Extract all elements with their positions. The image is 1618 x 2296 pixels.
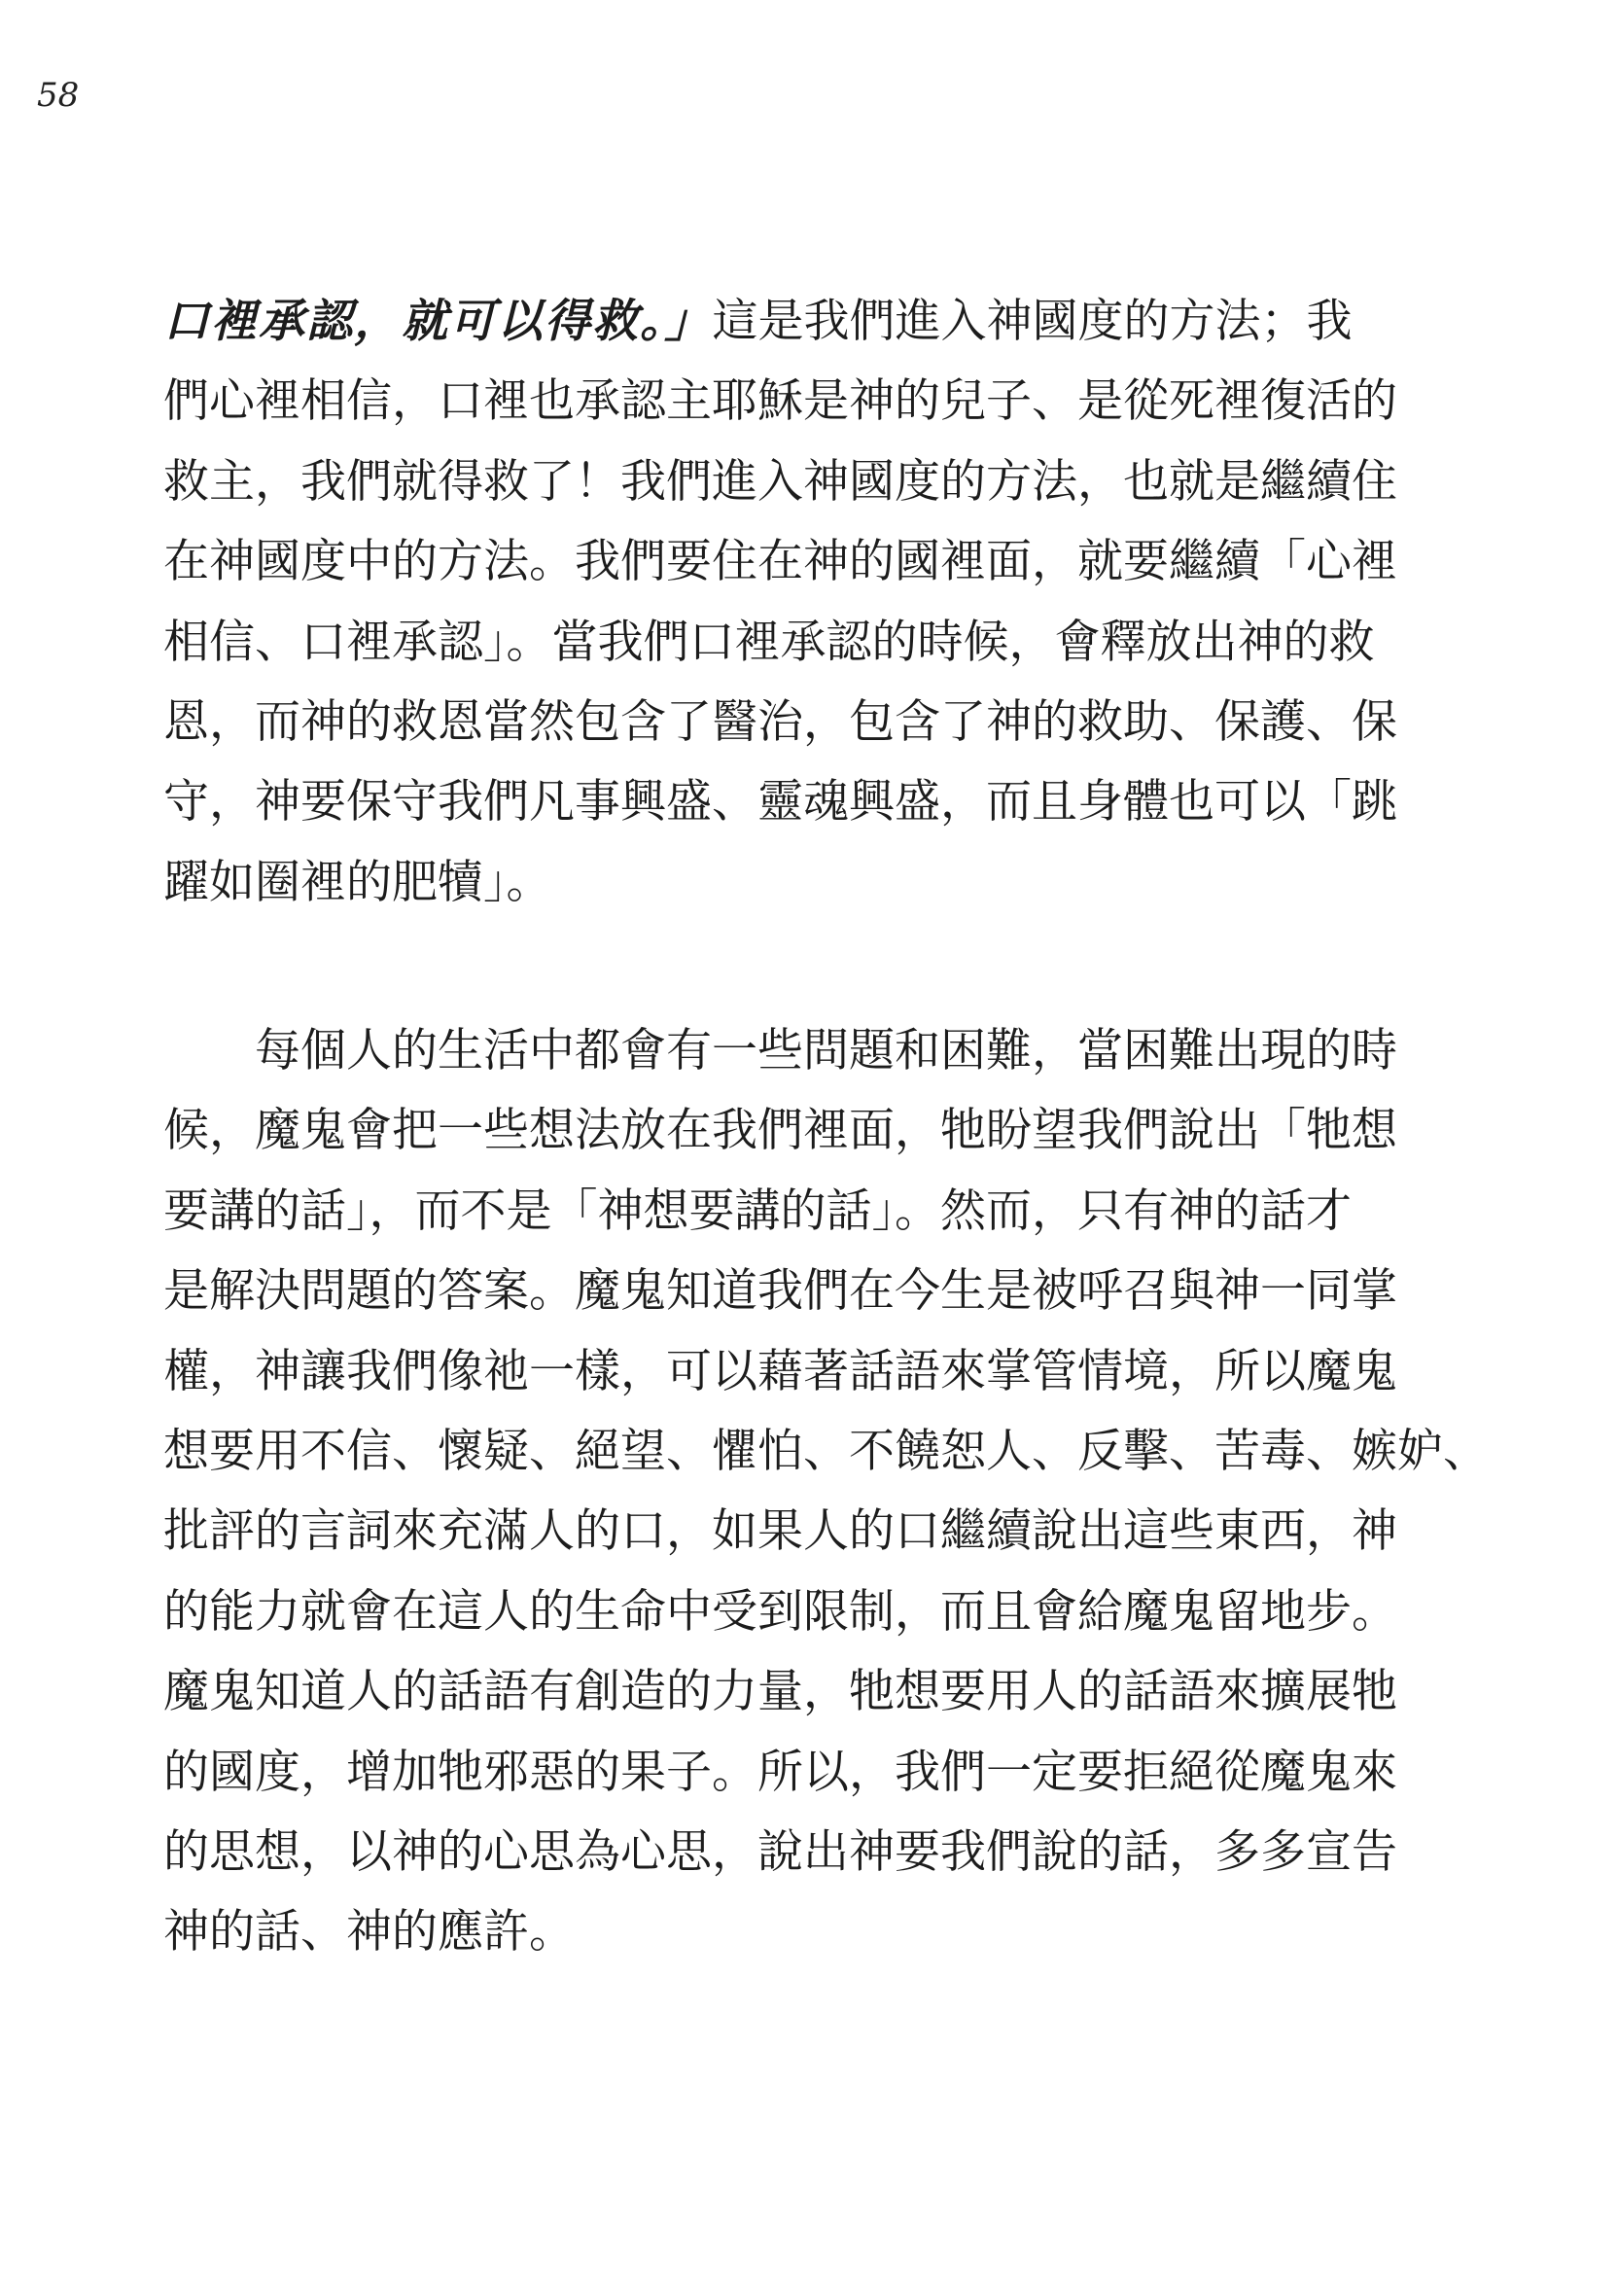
- text-line: 每個人的生活中都會有一些問題和困難，當困難出現的時: [255, 1024, 1397, 1077]
- page-number: 58: [37, 76, 80, 115]
- text-line: 權，神讓我們像祂一樣，可以藉著話語來掌管情境，所以魔鬼: [163, 1344, 1397, 1398]
- text-line: 救主，我們就得救了！我們進入神國度的方法，也就是繼續住: [163, 454, 1397, 509]
- paragraph-2: [163, 1011, 1489, 1973]
- emphasized-quote: 口裡承認，就可以得救。」: [163, 295, 713, 348]
- text-line: [163, 282, 1427, 362]
- text-line: 要講的話」，而不是「神想要講的話」。然而，只有神的話才: [163, 1183, 1352, 1238]
- text-line: 候，魔鬼會把一些想法放在我們裡面，牠盼望我們說出「牠想: [163, 1104, 1397, 1158]
- text-line: 躍如圈裡的肥犢」。: [163, 855, 552, 909]
- text-line: 魔鬼知道人的話語有創造的力量，牠想要用人的話語來擴展牠: [163, 1665, 1397, 1719]
- text-line: 的國度，增加牠邪惡的果子。所以，我們一定要拒絕從魔鬼來: [163, 1745, 1397, 1799]
- text-line: 批評的言詞來充滿人的口，如果人的口繼續說出這些東西，神: [163, 1504, 1397, 1559]
- text-line: 恩，而神的救恩當然包含了醫治，包含了神的救助、保護、保: [163, 694, 1397, 749]
- text-line: 相信、口裡承認」。當我們口裡承認的時候，會釋放出神的救: [163, 615, 1375, 669]
- text-line: 是解決問題的答案。魔鬼知道我們在今生是被呼召與神一同掌: [163, 1264, 1397, 1319]
- text-line: 神的話、神的應許。: [163, 1905, 575, 1960]
- text-line: 守，神要保守我們凡事興盛、靈魂興盛，而且身體也可以「跳: [163, 775, 1397, 830]
- text-line: 在神國度中的方法。我們要住在神的國裡面，就要繼續「心裡: [163, 535, 1397, 589]
- text-line: 的能力就會在這人的生命中受到限制，而且會給魔鬼留地步。: [163, 1584, 1397, 1639]
- text-line: 們心裡相信，口裡也承認主耶穌是神的兒子、是從死裡復活的: [163, 374, 1397, 429]
- text-line: 想要用不信、懷疑、絕望、懼怕、不饒恕人、反擊、苦毒、嫉妒、: [163, 1424, 1489, 1478]
- text-line: 的思想，以神的心思為心思，說出神要我們說的話，多多宣告: [163, 1824, 1397, 1879]
- text-line-rest: 這是我們進入神國度的方法；我: [712, 295, 1353, 348]
- paragraph-1: [163, 282, 1427, 923]
